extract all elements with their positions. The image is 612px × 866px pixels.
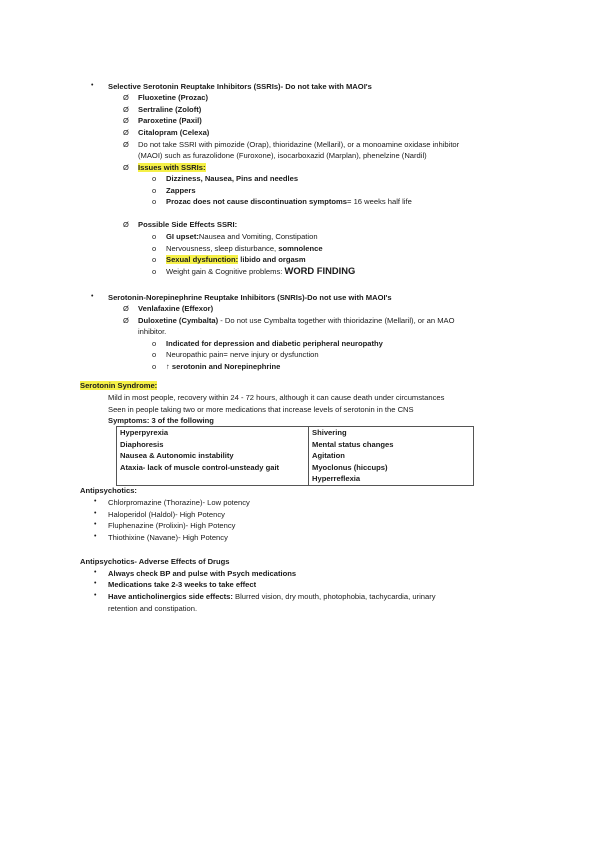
arrow-bullet-icon: Ø: [123, 93, 129, 102]
snri-heading: Serotonin-Norepinephrine Reuptake Inhibitors (SNRIs)-Do not use with MAOI's: [108, 293, 392, 302]
bullet-icon: •: [94, 592, 97, 599]
bullet-icon: •: [94, 580, 97, 587]
highlight: Serotonin Syndrome:: [80, 381, 158, 390]
ssri-issue: Zappers: [166, 186, 196, 195]
adverse-item2: Medications take 2-3 weeks to take effect: [108, 580, 257, 589]
word-finding: WORD FINDING: [284, 265, 356, 276]
symptoms-right-column: [309, 427, 474, 486]
sexual-line: [166, 255, 306, 265]
circle-bullet-icon: o: [152, 267, 157, 276]
bullet-icon: •: [94, 498, 97, 505]
symptoms-table: [116, 426, 474, 486]
circle-bullet-icon: o: [152, 255, 157, 264]
arrow-bullet-icon: Ø: [123, 116, 129, 125]
ssri-drug: Fluoxetine (Prozac): [138, 93, 209, 102]
arrow-bullet-icon: Ø: [123, 105, 129, 114]
bullet-icon: •: [94, 510, 97, 517]
serotonin-syndrome-heading: [80, 381, 157, 391]
gi-rest: Nausea and Vomiting, Constipation: [198, 232, 318, 241]
highlight: Sexual dysfunction:: [166, 255, 239, 264]
prozac-bold: Prozac does not cause discontinuation symptoms: [166, 197, 348, 206]
bullet-icon: •: [94, 533, 97, 540]
ssri-warning-line2: (MAOI) such as furazolidone (Furoxone), isocarboxazid (Marplan), phenelzine (Nardil): [138, 151, 427, 160]
snri-increase-line: [166, 362, 280, 372]
symptom-item: Shivering: [312, 428, 347, 437]
bullet-icon: •: [91, 293, 94, 300]
symptom-item: Hyperpyrexia: [120, 428, 169, 437]
circle-bullet-icon: o: [152, 362, 157, 371]
symptom-item: Diaphoresis: [120, 439, 164, 449]
bullet-icon: •: [91, 82, 94, 89]
nervous-line: [166, 244, 323, 254]
ssri-issues-heading: [138, 163, 206, 173]
snri-neuropathic: Neuropathic pain= nerve injury or dysfunction: [166, 350, 319, 359]
gi-bold: GI upset:: [166, 232, 199, 241]
serotonin-syndrome-line2: Seen in people taking two or more medications that increase levels of serotonin in the CNS: [108, 405, 414, 414]
weight-rest: Weight gain & Cognitive problems:: [166, 267, 285, 276]
circle-bullet-icon: o: [152, 186, 157, 195]
ssri-drug: Citalopram (Celexa): [138, 128, 210, 137]
adverse-item3-bold: Have anticholinergics side effects:: [108, 592, 233, 601]
ssri-warning-line1: Do not take SSRI with pimozide (Orap), thioridazine (Mellaril), or a monoamine oxidase inhibitor: [138, 140, 460, 149]
symptoms-label: Symptoms: 3 of the following: [108, 416, 214, 425]
side-effects-heading: Possible Side Effects SSRI:: [138, 220, 238, 229]
antipsychotics-heading: Antipsychotics:: [80, 486, 137, 495]
circle-bullet-icon: o: [152, 232, 157, 241]
up-arrow-icon: ↑: [166, 362, 170, 371]
highlight: Issues with SSRIs:: [138, 163, 206, 172]
snri-drug2-line2: inhibitor.: [138, 327, 167, 336]
snri-drug1: Venlafaxine (Effexor): [138, 304, 214, 313]
bullet-icon: •: [94, 521, 97, 528]
symptom-item: Hyperreflexia: [312, 474, 361, 483]
circle-bullet-icon: o: [152, 197, 157, 206]
arrow-bullet-icon: Ø: [123, 316, 129, 325]
snri-indicated: Indicated for depression and diabetic peripheral neuropathy: [166, 339, 383, 348]
symptoms-left-column: [117, 427, 309, 486]
nervous-bold: somnolence: [278, 244, 323, 253]
ssri-drug: Paroxetine (Paxil): [138, 116, 202, 125]
adverse-item3: [108, 592, 436, 602]
ssri-drug: Sertraline (Zoloft): [138, 105, 202, 114]
arrow-bullet-icon: Ø: [123, 220, 129, 229]
weight-line: [166, 266, 355, 277]
snri-arrow-text: serotonin and Norepinephrine: [171, 362, 281, 371]
adverse-item3-line2: retention and constipation.: [108, 604, 198, 613]
circle-bullet-icon: o: [152, 174, 157, 183]
symptom-item: Mental status changes: [312, 439, 394, 449]
symptom-item: Nausea & Autonomic instability: [120, 451, 234, 460]
ssri-heading: Selective Serotonin Reuptake Inhibitors (SSRIs)- Do not take with MAOI's: [108, 82, 372, 91]
arrow-bullet-icon: Ø: [123, 163, 129, 172]
gi-line: [166, 232, 318, 242]
antipsychotic-item: Thiothixine (Navane)- High Potency: [108, 533, 228, 542]
snri-drug2-bold: Duloxetine (Cymbalta): [138, 316, 219, 325]
circle-bullet-icon: o: [152, 339, 157, 348]
serotonin-syndrome-line1: Mild in most people, recovery within 24 - 72 hours, although it can cause death under circumstances: [108, 393, 445, 402]
antipsychotic-item: Fluphenazine (Prolixin)- High Potency: [108, 521, 236, 530]
snri-drug2-line: [138, 316, 455, 326]
ssri-issue: Dizziness, Nausea, Pins and needles: [166, 174, 299, 183]
symptom-item: Agitation: [312, 451, 345, 460]
arrow-bullet-icon: Ø: [123, 140, 129, 149]
circle-bullet-icon: o: [152, 350, 157, 359]
arrow-bullet-icon: Ø: [123, 304, 129, 313]
symptom-item: Ataxia- lack of muscle control-unsteady gait: [120, 462, 280, 472]
circle-bullet-icon: o: [152, 244, 157, 253]
bullet-icon: •: [94, 569, 97, 576]
prozac-rest: = 16 weeks half life: [347, 197, 412, 206]
antipsychotic-item: Haloperidol (Haldol)- High Potency: [108, 510, 225, 519]
antipsychotic-item: Chlorpromazine (Thorazine)- Low potency: [108, 498, 250, 507]
table-row: [117, 427, 474, 486]
sexual-rest: libido and orgasm: [238, 255, 306, 264]
prozac-line: [166, 197, 412, 207]
snri-drug2-rest: - Do not use Cymbalta together with thioridazine (Mellaril), or an MAO: [218, 316, 455, 325]
symptom-item: Myoclonus (hiccups): [312, 462, 388, 472]
arrow-bullet-icon: Ø: [123, 128, 129, 137]
adverse-item3-rest: Blurred vision, dry mouth, photophobia, tachycardia, urinary: [232, 592, 436, 601]
adverse-heading: Antipsychotics- Adverse Effects of Drugs: [80, 557, 230, 566]
nervous-rest: Nervousness, sleep disturbance,: [166, 244, 279, 253]
adverse-item1: Always check BP and pulse with Psych medications: [108, 569, 297, 578]
